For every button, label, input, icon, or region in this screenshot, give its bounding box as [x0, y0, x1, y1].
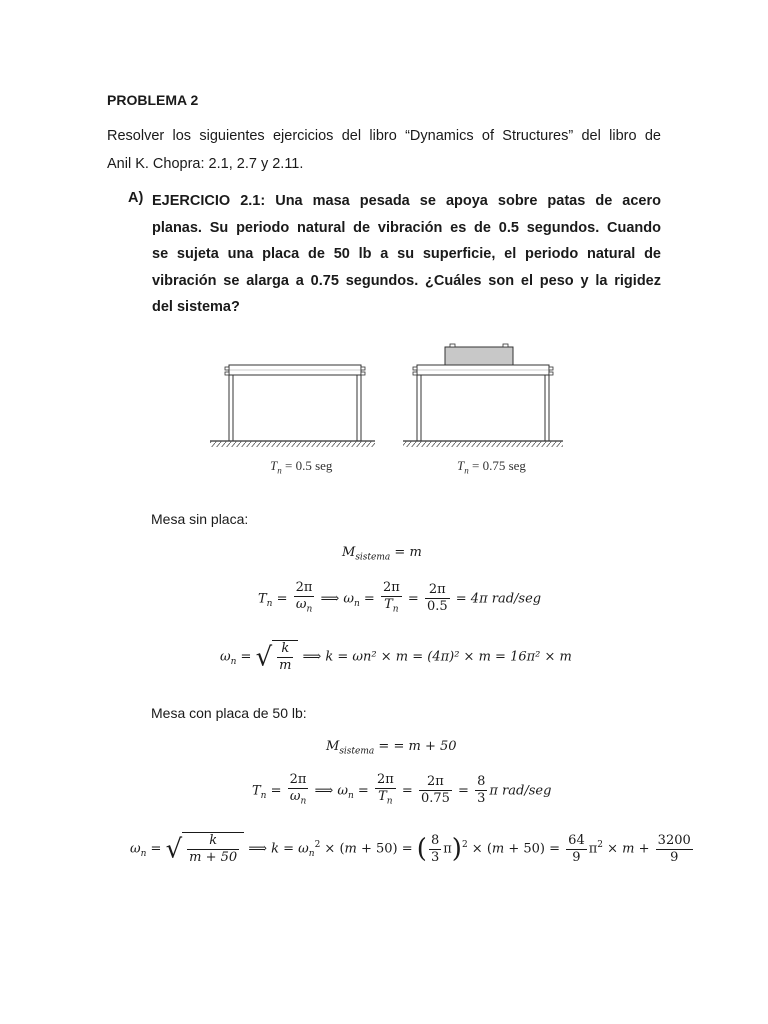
table-with-plate — [403, 344, 563, 447]
section-label-with-plate: Mesa con placa de 50 lb: — [151, 705, 307, 721]
equation-period-2: $T_n$ = $\frac{2\pi}{\omega_n}$ ⟹ $\omega_n$ = $\frac{2\pi}{T_n}$ = $\frac{2\pi}{0.75}$ = $\frac{8}{3}$ π rad/seg — [252, 772, 552, 807]
intro-paragraph — [107, 122, 661, 178]
caption-period-left: $T_n = 0.5$ seg — [270, 458, 333, 476]
tables-figure — [205, 335, 565, 455]
exercise-line: vibración se alarga a 0.75 segundos. ¿Cuáles son el peso y la rigidez — [152, 272, 661, 289]
equation-mass-1: $M_{sistema} = m$ — [342, 545, 422, 563]
problem-heading: PROBLEMA 2 — [107, 92, 199, 108]
exercise-line: EJERCICIO 2.1: Una masa pesada se apoya sobre patas de acero — [152, 193, 661, 209]
intro-line-1: Resolver los siguientes ejercicios del libro “Dynamics of Structures” del libro de — [107, 128, 661, 144]
equation-period-1: $T_n$ = $\frac{2\pi}{\omega_n}$ ⟹ $\omega_n$ = $\frac{2\pi}{T_n}$ = $\frac{2\pi}{0.5}$ = 4π rad/seg — [258, 580, 542, 615]
exercise-line: planas. Su periodo natural de vibración es de 0.5 segundos. Cuando — [152, 219, 661, 236]
intro-line-2: Anil K. Chopra: 2.1, 2.7 y 2.11. — [107, 156, 304, 172]
exercise-line: se sujeta una placa de 50 lb a su superficie, el periodo natural de — [152, 246, 661, 262]
table-without-plate — [210, 365, 375, 447]
equation-mass-2: $M_{sistema}$ = = m + 50 — [326, 739, 457, 757]
equation-stiffness-2: $\omega_n$ = √ $\frac{k}{m + 50}$ ⟹ $k = \omega_n^2 \times (m + 50)$ = ( $\frac{8}{3}$ π)$^2$ × (m + 50) = $\frac{64}{9}$ $\pi^2 \times m$ + $\frac{3200}{9}$ — [130, 832, 691, 865]
caption-period-right: $T_n = 0.75$ seg — [457, 458, 526, 476]
exercise-label: A) — [128, 190, 144, 206]
equation-stiffness-1: $\omega_n$ = √ $\frac{k}{m}$ ⟹ k = ωn² × m = (4π)² × m = 16π² × m — [220, 641, 572, 673]
exercise-statement — [152, 188, 661, 321]
exercise-line: del sistema? — [152, 299, 240, 315]
section-label-without-plate: Mesa sin placa: — [151, 511, 249, 527]
